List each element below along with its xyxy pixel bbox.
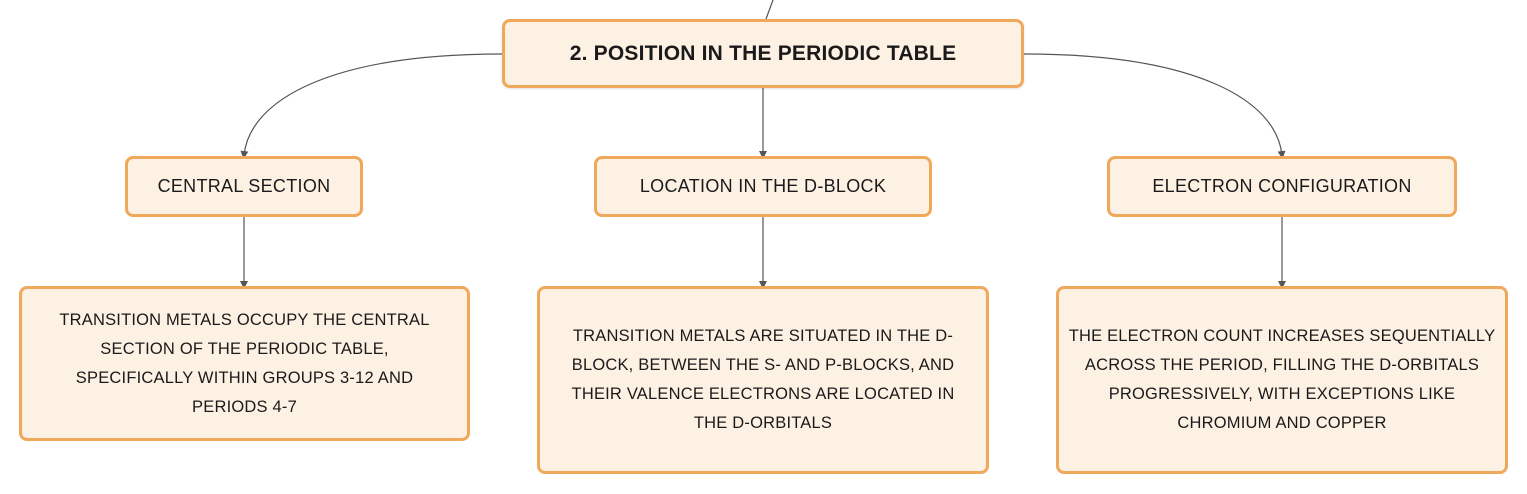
subtopic-label: ELECTRON CONFIGURATION <box>1152 176 1412 196</box>
connector-root-to-electron-configuration <box>1024 54 1282 155</box>
root-topic-node[interactable] <box>502 19 1024 88</box>
subtopic-location-in-d-block[interactable] <box>594 156 932 217</box>
subtopic-central-section[interactable] <box>125 156 363 217</box>
subtopic-label: LOCATION IN THE D-BLOCK <box>639 176 887 196</box>
detail-text: TRANSITION METALS OCCUPY THE CENTRAL SECTION OF THE PERIODIC TABLE, SPECIFICALLY WITHIN GROUPS 3-12 AND PERIODS 4-7 <box>59 310 430 416</box>
detail-central-section[interactable] <box>19 286 470 441</box>
detail-text: TRANSITION METALS ARE SITUATED IN THE D-BLOCK, BETWEEN THE S- AND P-BLOCKS, AND THEIR VALENCE ELECTRONS ARE LOCATED IN THE D-ORBITALS <box>571 327 955 432</box>
detail-text: THE ELECTRON COUNT INCREASES SEQUENTIALLY ACROSS THE PERIOD, FILLING THE D-ORBITALS PROGRESSIVELY, WITH EXCEPTIONS LIKE CHROMIUM AND COPPER <box>1068 327 1496 432</box>
detail-electron-configuration[interactable] <box>1056 286 1508 474</box>
incoming-connector <box>766 0 773 19</box>
subtopic-label: CENTRAL SECTION <box>157 176 331 196</box>
subtopic-electron-configuration[interactable] <box>1107 156 1457 217</box>
connector-root-to-central-section <box>244 54 502 155</box>
detail-location-in-d-block[interactable] <box>537 286 989 474</box>
root-topic-label: 2. POSITION IN THE PERIODIC TABLE <box>569 41 957 65</box>
